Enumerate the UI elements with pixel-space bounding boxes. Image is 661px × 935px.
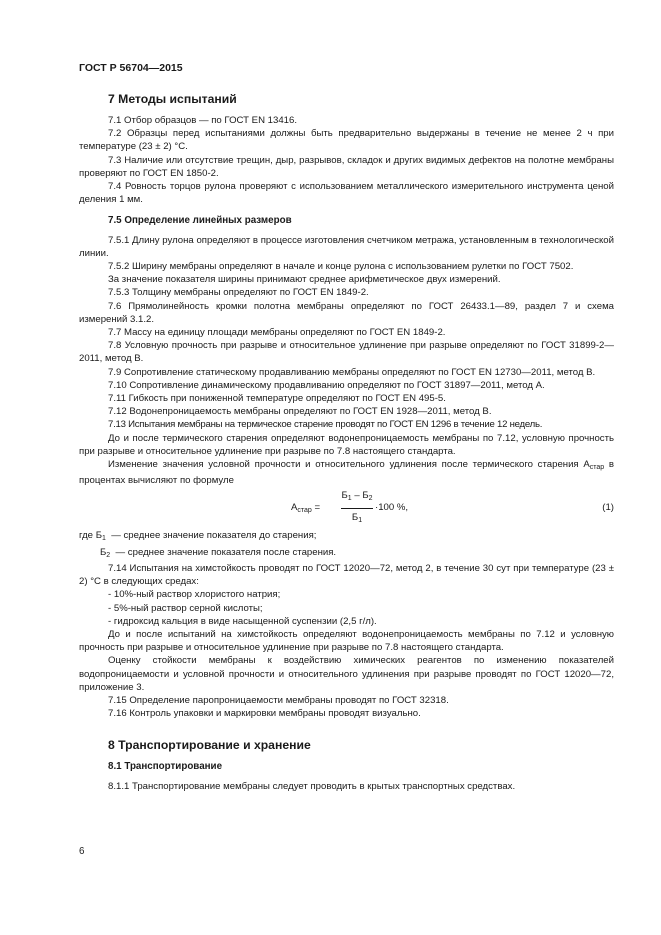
para-7-13-c: Изменение значения условной прочности и относительного удлинения после термического старения $А_{стар}$ в процентах вычисляют по формуле	[79, 459, 614, 487]
para-7-2: 7.2 Образцы перед испытаниями должны быть предварительно выдержаны в течение не менее 2 ч при температуре (23 ± 2) °С.	[79, 128, 614, 153]
document-header: ГОСТ Р 56704—2015	[79, 62, 183, 74]
para-8-1-1: 8.1.1 Транспортирование мембраны следует проводить в крытых транспортных средствах.	[108, 780, 516, 792]
list-item: - гидроксид кальция в виде насыщенной суспензии (2,5 г/л).	[108, 615, 377, 627]
section-7-title: 7 Методы испытаний	[108, 92, 237, 106]
definition-b1: где $Б_1$ — среднее значение показателя до старения;	[79, 530, 317, 543]
para-7-4: 7.4 Ровность торцов рулона проверяют с использованием металлического измерительного инструмента ценой деления 1 мм.	[79, 181, 614, 206]
formula-lhs: $А_{стар}$ =	[291, 502, 321, 515]
definition-b2: $Б_2$ — среднее значение показателя после старения.	[100, 546, 337, 559]
formula-fraction	[341, 489, 373, 526]
formula-tail: ·100 %,	[375, 502, 409, 514]
para-7-5-2-b: За значение показателя ширины принимают среднее арифметическое двух измерений.	[108, 274, 501, 286]
formula-number: (1)	[602, 502, 614, 514]
para-7-13: 7.13 Испытания мембраны на термическое старение проводят по ГОСТ EN 1296 в течение 12 недель.	[108, 419, 543, 431]
para-7-14: 7.14 Испытания на химстойкость проводят по ГОСТ 12020—72, метод 2, в течение 30 сут при температуре (23 ± 2) °С в следующих средах:	[79, 562, 614, 588]
section-8-title: 8 Транспортирование и хранение	[108, 738, 311, 753]
para-7-15: 7.15 Определение паропроницаемости мембраны проводят по ГОСТ 32318.	[108, 694, 449, 706]
para-7-14-c: Оценку стойкости мембраны к воздействию химических реагентов по изменению показателей водопроницаемости и условной прочности и относительного удлинения при разрыве проводят по ГОСТ 12020—72, приложение 3.	[79, 655, 614, 693]
para-7-5-3: 7.5.3 Толщину мембраны определяют по ГОСТ EN 1849-2.	[108, 287, 369, 299]
para-7-5-1: 7.5.1 Длину рулона определяют в процессе изготовления счетчиком метража, установленным в технологической линии.	[79, 234, 614, 259]
para-7-9: 7.9 Сопротивление статическому продавливанию мембраны определяют по ГОСТ EN 12730—2011, метод В.	[108, 366, 596, 378]
para-7-10: 7.10 Сопротивление динамическому продавливанию определяют по ГОСТ 31897—2011, метод А.	[108, 379, 545, 391]
para-7-5-2: 7.5.2 Ширину мембраны определяют в начале и конце рулона с использованием рулетки по ГОСТ 7502.	[108, 261, 574, 273]
para-7-14-b: До и после испытаний на химстойкость определяют водонепроницаемость мембраны по 7.12 и условную прочность при разрыве и относительное удлинение при разрыве по 7.8 настоящего стандарта.	[79, 628, 614, 654]
formula-1	[79, 489, 614, 527]
section-7-5-title: 7.5 Определение линейных размеров	[108, 215, 292, 227]
para-7-3: 7.3 Наличие или отсутствие трещин, дыр, разрывов, складок и других видимых дефектов на полотне мембраны проверяют по ГОСТ EN 1850-2.	[79, 154, 614, 179]
para-7-12: 7.12 Водонепроницаемость мембраны определяют по ГОСТ EN 1928—2011, метод В.	[108, 406, 492, 418]
page-content	[79, 91, 614, 793]
para-7-11: 7.11 Гибкость при пониженной температуре определяют по ГОСТ EN 495-5.	[108, 393, 446, 405]
formula-denominator: $Б_1$	[351, 511, 363, 524]
para-7-1: 7.1 Отбор образцов — по ГОСТ EN 13416.	[108, 115, 298, 126]
page-number: 6	[79, 846, 85, 857]
formula-numerator: $Б_1 - Б_2$	[341, 489, 373, 508]
para-7-6: 7.6 Прямолинейность кромки полотна мембраны определяют по ГОСТ 26433.1—89, раздел 7 и схема измерений 3.1.2.	[79, 300, 614, 325]
section-8-1-title: 8.1 Транспортирование	[108, 761, 223, 773]
para-7-13-b: До и после термического старения определяют водонепроницаемость мембраны по 7.12, условную прочность при разрыве и относительное удлинение при разрыве по 7.8 настоящего стандарта.	[79, 432, 614, 457]
para-7-8: 7.8 Условную прочность при разрыве и относительное удлинение при разрыве определяют по ГОСТ 31899-2—2011, метод В.	[79, 340, 614, 365]
list-item: - 5%-ный раствор серной кислоты;	[108, 602, 263, 614]
para-7-16: 7.16 Контроль упаковки и маркировки мембраны проводят визуально.	[108, 708, 421, 720]
para-7-7: 7.7 Массу на единицу площади мембраны определяют по ГОСТ EN 1849-2.	[108, 327, 446, 339]
list-item: - 10%-ный раствор хлористого натрия;	[108, 589, 281, 601]
